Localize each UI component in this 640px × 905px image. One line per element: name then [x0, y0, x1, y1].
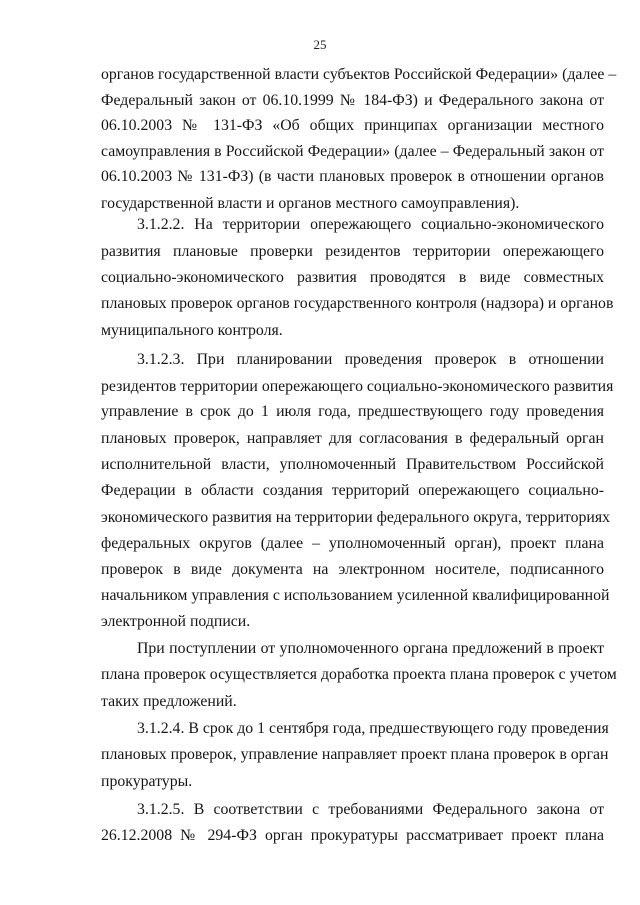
text-line: плановых проверок, управление направляет проект плана проверок в орган	[101, 746, 609, 763]
text-line: 3.1.2.2. На территории опережающего социально-экономического	[137, 216, 604, 233]
text-line: органов государственной власти субъектов Российской Федерации» (далее –	[101, 66, 617, 83]
text-line: электронной подписи.	[101, 613, 251, 630]
text-line: плановых проверок, направляет для согласования в федеральный орган	[101, 430, 604, 447]
text-line: Федерации в области создания территорий опережающего социально-	[101, 482, 604, 499]
text-line: развития плановые проверки резидентов территории опережающего	[101, 243, 604, 260]
text-line: 3.1.2.4. В срок до 1 сентября года, предшествующего году проведения	[137, 720, 609, 737]
text-line: федеральных округов (далее – уполномоченный орган), проект плана	[101, 535, 604, 552]
text-line: таких предложений.	[101, 693, 237, 710]
text-line: плановых проверок органов государственного контроля (надзора) и органов	[101, 295, 614, 312]
text-line: 06.10.2003 № 131-ФЗ «Об общих принципах организации местного	[101, 117, 604, 134]
page-number: 25	[313, 37, 327, 52]
text-line: социально-экономического развития проводятся в виде совместных	[101, 269, 604, 286]
text-line: 3.1.2.5. В соответствии с требованиями Федерального закона от	[137, 801, 604, 818]
text-line: проверок в виде документа на электронном носителе, подписанного	[101, 561, 604, 578]
text-line: муниципального контроля.	[101, 322, 283, 339]
text-line: прокуратуры.	[101, 773, 193, 790]
text-line: экономического развития на территории федерального округа, территориях	[101, 509, 611, 526]
text-line: управление в срок до 1 июля года, предшествующего году проведения	[101, 403, 604, 420]
text-line: Федеральный закон от 06.10.1999 № 184-ФЗ) и Федерального закона от	[101, 92, 604, 109]
text-line: исполнительной власти, уполномоченный Правительством Российской	[101, 456, 604, 473]
text-line: государственной власти и органов местного самоуправления).	[101, 195, 520, 212]
text-line: плана проверок осуществляется доработка проекта плана проверок с учетом	[101, 666, 617, 683]
text-line: резидентов территории опережающего социально-экономического развития	[101, 378, 614, 395]
text-line: 3.1.2.3. При планировании проведения проверок в отношении	[137, 351, 604, 368]
text-line: 26.12.2008 № 294-ФЗ орган прокуратуры рассматривает проект плана	[101, 827, 604, 844]
text-line: начальником управления с использованием усиленной квалифицированной	[101, 587, 610, 604]
text-line: самоуправления в Российской Федерации» (далее – Федеральный закон от	[101, 143, 604, 160]
text-line: При поступлении от уполномоченного органа предложений в проект	[137, 640, 604, 657]
text-line: 06.10.2003 № 131-ФЗ) (в части плановых проверок в отношении органов	[101, 168, 604, 185]
